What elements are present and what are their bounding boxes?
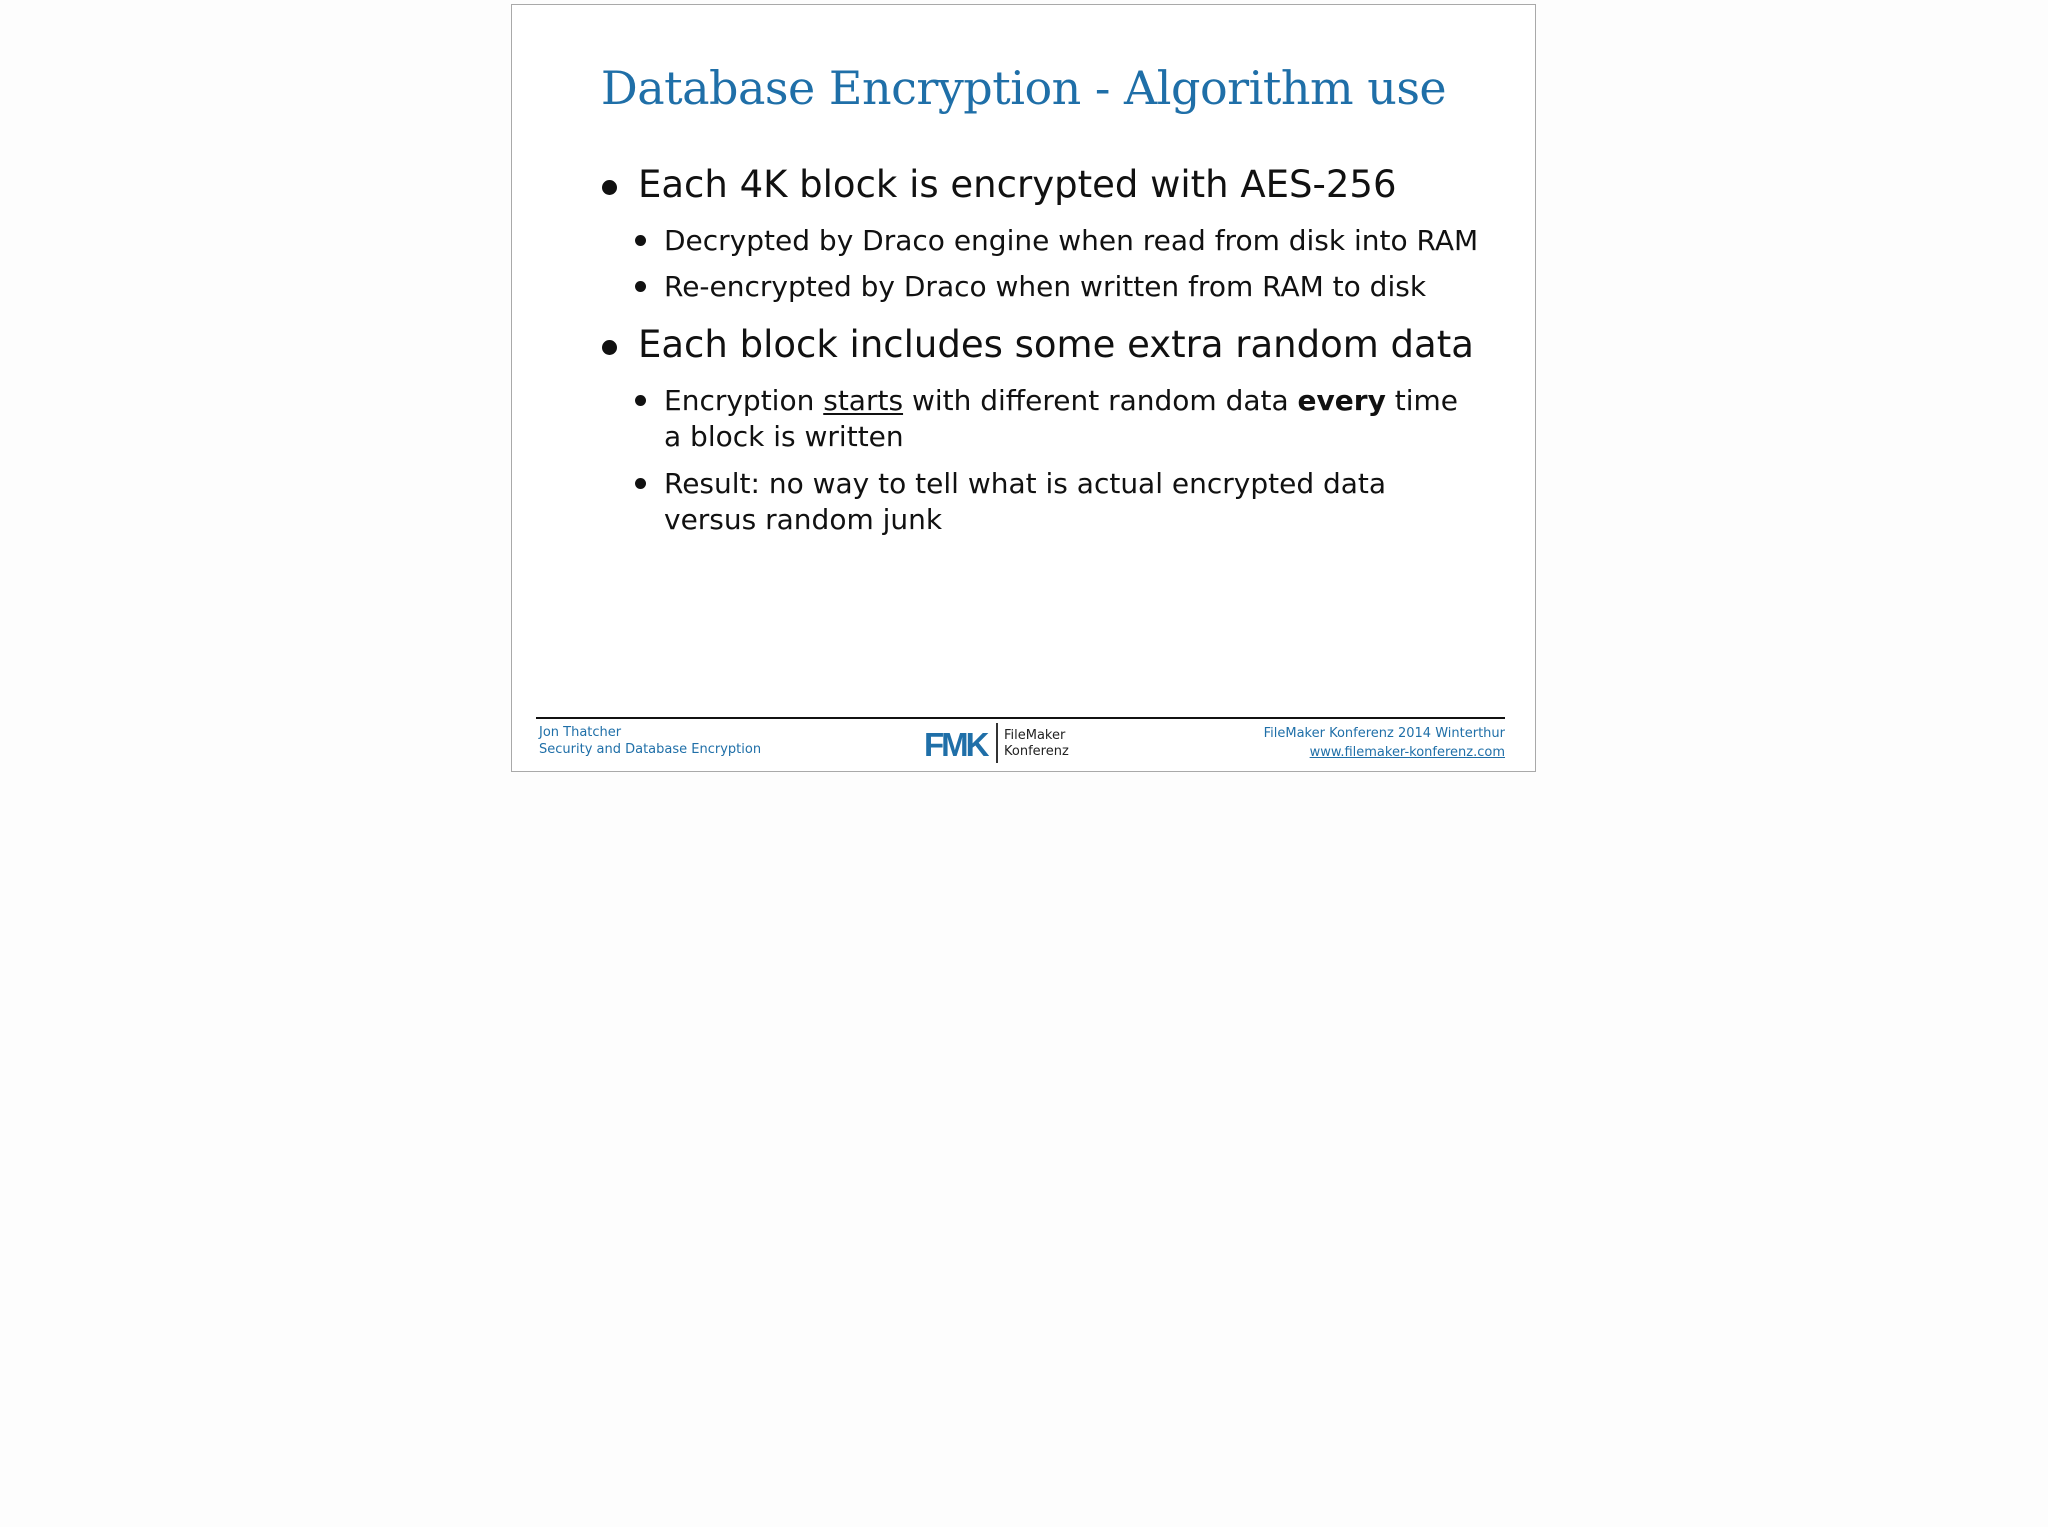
sub-bullet-2-1-underlined: starts bbox=[823, 384, 904, 417]
bullet-1-text: Each 4K block is encrypted with AES-256 bbox=[638, 163, 1397, 206]
sub-bullet-dot-icon bbox=[635, 478, 646, 489]
sub-bullet-2-1 bbox=[664, 383, 1484, 455]
sub-bullet-1-2 bbox=[664, 269, 1484, 305]
slide-title: Database Encryption - Algorithm use bbox=[600, 61, 1447, 115]
sub-bullet-dot-icon bbox=[635, 235, 646, 246]
sub-bullet-1-2-text: Re-encrypted by Draco when written from RAM to disk bbox=[664, 270, 1427, 303]
footer-event: FileMaker Konferenz 2014 Winterthur bbox=[1263, 726, 1505, 741]
bullet-2-text: Each block includes some extra random data bbox=[638, 323, 1474, 366]
sub-bullet-2-2-text: Result: no way to tell what is actual encrypted data versus random junk bbox=[664, 467, 1387, 536]
bullet-1 bbox=[638, 163, 1397, 206]
bullet-dot-icon bbox=[602, 180, 617, 195]
fmk-logo-mark: FMK bbox=[924, 726, 987, 763]
sub-bullet-2-1-pre: Encryption bbox=[664, 384, 824, 417]
footer-left bbox=[539, 724, 761, 758]
bullet-2 bbox=[638, 323, 1474, 366]
footer-right bbox=[1264, 724, 1505, 762]
slide bbox=[511, 4, 1536, 772]
footer-author: Jon Thatcher bbox=[539, 725, 622, 740]
sub-bullet-2-1-post: time a block is written bbox=[664, 384, 1459, 453]
sub-bullet-2-1-bold: every bbox=[1297, 384, 1386, 417]
logo-line-1: FileMaker bbox=[1004, 728, 1066, 743]
sub-bullet-dot-icon bbox=[635, 395, 646, 406]
fmk-logo-words bbox=[1004, 728, 1069, 760]
sub-bullet-2-1-mid: with different random data bbox=[903, 384, 1298, 417]
footer-website-link[interactable]: www.filemaker-konferenz.com bbox=[1309, 745, 1505, 760]
sub-bullet-2-2 bbox=[664, 466, 1484, 538]
footer-divider bbox=[536, 717, 1505, 719]
footer-talk-title: Security and Database Encryption bbox=[539, 742, 762, 757]
sub-bullet-dot-icon bbox=[635, 281, 646, 292]
fmk-logo bbox=[924, 721, 1074, 765]
sub-bullet-1-1 bbox=[664, 223, 1484, 259]
logo-divider bbox=[996, 723, 998, 763]
logo-line-2: Konferenz bbox=[1004, 744, 1069, 759]
bullet-dot-icon bbox=[602, 340, 617, 355]
sub-bullet-1-1-text: Decrypted by Draco engine when read from disk into RAM bbox=[664, 224, 1479, 257]
